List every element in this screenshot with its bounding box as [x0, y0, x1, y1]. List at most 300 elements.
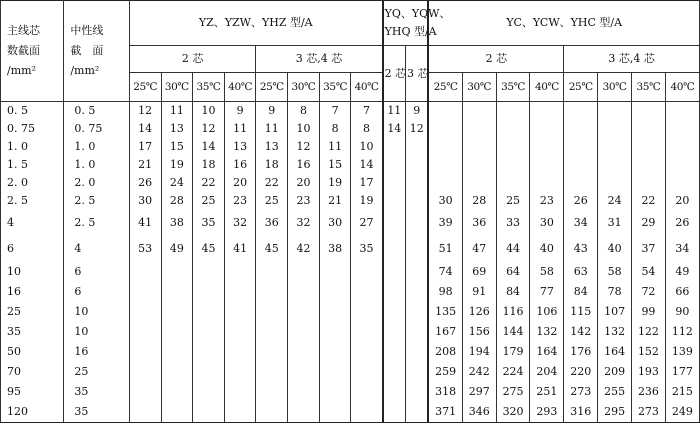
neutral-section-cell: 10 [64, 302, 130, 322]
yc-three-four-core-value [632, 156, 666, 174]
yc-two-core-value [428, 156, 462, 174]
yc-three-four-core-value: 58 [598, 262, 632, 282]
yz-three-four-core-value: 13 [256, 138, 288, 156]
yz-three-four-core-value: 15 [319, 156, 351, 174]
yc-three-four-core-value: 164 [598, 342, 632, 362]
yc-three-four-core-value: 26 [564, 192, 598, 210]
temperature-header: 25℃ [129, 73, 161, 102]
yz-two-core-value [161, 262, 193, 282]
yc-three-four-core-value: 215 [665, 382, 699, 402]
yq-three-core-value [406, 362, 429, 382]
yc-three-four-core-value [598, 156, 632, 174]
yz-three-four-core-value [351, 382, 383, 402]
yq-two-core-value [383, 210, 406, 236]
yq-two-core-value [383, 192, 406, 210]
yc-two-core-value [462, 138, 496, 156]
a-three-four-core-header: 3 芯,4 芯 [256, 46, 383, 73]
yc-three-four-core-value: 132 [598, 322, 632, 342]
yz-three-four-core-value: 8 [319, 120, 351, 138]
yz-three-four-core-value [319, 262, 351, 282]
yq-two-core-value: 11 [383, 102, 406, 121]
table-row [1, 120, 700, 138]
yz-two-core-value: 41 [224, 236, 256, 262]
yc-two-core-value [530, 174, 564, 192]
yz-three-four-core-value: 19 [319, 174, 351, 192]
yz-three-four-core-value: 36 [256, 210, 288, 236]
main-core-section-cell: 1. 0 [1, 138, 64, 156]
yq-three-core-value [406, 236, 429, 262]
yz-three-four-core-value [319, 402, 351, 423]
b-two-core-header: 2 芯 [383, 46, 406, 102]
yz-three-four-core-value: 18 [256, 156, 288, 174]
yc-two-core-value: 156 [462, 322, 496, 342]
yq-three-core-value [406, 262, 429, 282]
table-row [1, 302, 700, 322]
yc-three-four-core-value [564, 102, 598, 121]
yq-three-core-value [406, 282, 429, 302]
yz-two-core-value [161, 362, 193, 382]
yc-two-core-value: 30 [428, 192, 462, 210]
neutral-section-cell: 10 [64, 322, 130, 342]
yz-two-core-value: 17 [129, 138, 161, 156]
yc-two-core-value: 84 [496, 282, 530, 302]
yc-two-core-value: 204 [530, 362, 564, 382]
yz-three-four-core-value [351, 282, 383, 302]
yc-two-core-value: 224 [496, 362, 530, 382]
temperature-header: 40℃ [224, 73, 256, 102]
yz-three-four-core-value: 27 [351, 210, 383, 236]
neutral-section-cell: 2. 5 [64, 210, 130, 236]
yc-three-four-core-value: 122 [632, 322, 666, 342]
yz-three-four-core-value [351, 362, 383, 382]
yz-three-four-core-value [288, 402, 320, 423]
table-row [1, 174, 700, 192]
yc-three-four-core-value: 63 [564, 262, 598, 282]
table-row [1, 402, 700, 423]
yz-two-core-value [193, 302, 225, 322]
yz-two-core-value: 11 [224, 120, 256, 138]
yc-two-core-value: 91 [462, 282, 496, 302]
yz-two-core-value: 20 [224, 174, 256, 192]
yz-two-core-value [129, 262, 161, 282]
temperature-header: 30℃ [598, 73, 632, 102]
yc-three-four-core-value: 139 [665, 342, 699, 362]
yc-three-four-core-value: 34 [564, 210, 598, 236]
table-row [1, 282, 700, 302]
yc-two-core-value: 69 [462, 262, 496, 282]
group-yq-line: YHQ 型/A [384, 25, 437, 38]
yc-three-four-core-value: 295 [598, 402, 632, 423]
yz-three-four-core-value [256, 382, 288, 402]
yc-two-core-value: 126 [462, 302, 496, 322]
yc-three-four-core-value [665, 174, 699, 192]
yz-three-four-core-value: 42 [288, 236, 320, 262]
neutral-section-cell: 1. 0 [64, 156, 130, 174]
yz-two-core-value: 24 [161, 174, 193, 192]
yc-three-four-core-value: 29 [632, 210, 666, 236]
yc-two-core-value: 242 [462, 362, 496, 382]
group-yq-header [383, 1, 451, 46]
group-yz-header: YZ、YZW、YHZ 型/A [129, 1, 382, 46]
yz-two-core-value [224, 322, 256, 342]
yc-two-core-value: 293 [530, 402, 564, 423]
yc-three-four-core-value: 115 [564, 302, 598, 322]
main-core-section-cell: 35 [1, 322, 64, 342]
yz-three-four-core-value: 17 [351, 174, 383, 192]
yc-two-core-value: 194 [462, 342, 496, 362]
yc-three-four-core-value: 236 [632, 382, 666, 402]
neutral-section-cell: 0. 5 [64, 102, 130, 121]
neutral-section-cell: 25 [64, 362, 130, 382]
main-core-section-cell: 10 [1, 262, 64, 282]
neutral-section-cell: 6 [64, 262, 130, 282]
table-row [1, 342, 700, 362]
table-row [1, 262, 700, 282]
yz-two-core-value [224, 342, 256, 362]
yz-two-core-value: 41 [129, 210, 161, 236]
yz-two-core-value: 13 [224, 138, 256, 156]
yc-two-core-value: 297 [462, 382, 496, 402]
yc-three-four-core-value [665, 156, 699, 174]
yz-two-core-value [129, 362, 161, 382]
yc-two-core-value: 259 [428, 362, 462, 382]
yq-three-core-value [406, 402, 429, 423]
yc-two-core-value [428, 174, 462, 192]
yc-three-four-core-value: 176 [564, 342, 598, 362]
yq-two-core-value [383, 322, 406, 342]
yc-three-four-core-value [632, 120, 666, 138]
yc-two-core-value [496, 156, 530, 174]
yz-three-four-core-value [288, 282, 320, 302]
yc-two-core-value: 346 [462, 402, 496, 423]
yc-three-four-core-value: 37 [632, 236, 666, 262]
yz-two-core-value [161, 402, 193, 423]
yq-two-core-value [383, 138, 406, 156]
yz-two-core-value: 49 [161, 236, 193, 262]
yc-two-core-value [428, 102, 462, 121]
yz-three-four-core-value [351, 302, 383, 322]
yz-two-core-value: 22 [193, 174, 225, 192]
yq-three-core-value [406, 322, 429, 342]
yc-two-core-value: 33 [496, 210, 530, 236]
neutral-section-cell: 2. 0 [64, 174, 130, 192]
main-core-section-cell: 0. 5 [1, 102, 64, 121]
yc-three-four-core-value: 220 [564, 362, 598, 382]
yc-two-core-value [530, 138, 564, 156]
yz-three-four-core-value [319, 362, 351, 382]
neutral-section-cell: 16 [64, 342, 130, 362]
table-row [1, 102, 700, 121]
yz-three-four-core-value [319, 282, 351, 302]
yz-two-core-value: 15 [161, 138, 193, 156]
neutral-section-cell: 2. 5 [64, 192, 130, 210]
neutral-section-cell: 4 [64, 236, 130, 262]
yz-three-four-core-value: 38 [319, 236, 351, 262]
main-core-section-cell: 1. 5 [1, 156, 64, 174]
yq-three-core-value [406, 156, 429, 174]
yz-two-core-value: 19 [161, 156, 193, 174]
yz-two-core-value [193, 362, 225, 382]
yz-three-four-core-value: 35 [351, 236, 383, 262]
yc-two-core-value [496, 138, 530, 156]
yc-three-four-core-value: 40 [598, 236, 632, 262]
yc-two-core-value [428, 120, 462, 138]
yc-two-core-value: 132 [530, 322, 564, 342]
main-core-section-cell: 95 [1, 382, 64, 402]
yc-three-four-core-value: 31 [598, 210, 632, 236]
temperature-header: 40℃ [665, 73, 699, 102]
yc-three-four-core-value: 193 [632, 362, 666, 382]
yc-three-four-core-value [564, 174, 598, 192]
yz-two-core-value [193, 282, 225, 302]
yq-two-core-value [383, 236, 406, 262]
yz-three-four-core-value: 19 [351, 192, 383, 210]
yc-three-four-core-value: 24 [598, 192, 632, 210]
yc-two-core-value [462, 102, 496, 121]
yq-three-core-value: 9 [406, 102, 429, 121]
yq-two-core-value [383, 362, 406, 382]
yc-three-four-core-value [632, 174, 666, 192]
table-row [1, 362, 700, 382]
temperature-header: 30℃ [288, 73, 320, 102]
yc-two-core-value: 144 [496, 322, 530, 342]
yz-three-four-core-value: 11 [256, 120, 288, 138]
yc-three-four-core-value: 26 [665, 210, 699, 236]
yz-three-four-core-value: 7 [319, 102, 351, 121]
yc-two-core-value: 164 [530, 342, 564, 362]
yz-two-core-value [224, 282, 256, 302]
yz-three-four-core-value [319, 322, 351, 342]
yz-two-core-value: 16 [224, 156, 256, 174]
main-core-section-cell: 25 [1, 302, 64, 322]
yc-two-core-value [496, 174, 530, 192]
yz-three-four-core-value [351, 342, 383, 362]
temperature-header: 25℃ [428, 73, 462, 102]
yz-two-core-value: 14 [129, 120, 161, 138]
yz-three-four-core-value [256, 402, 288, 423]
yc-two-core-value [530, 102, 564, 121]
main-core-section-cell: 50 [1, 342, 64, 362]
yc-three-four-core-value: 273 [564, 382, 598, 402]
yz-two-core-value [224, 302, 256, 322]
yc-three-four-core-value [598, 174, 632, 192]
yc-three-four-core-value [598, 120, 632, 138]
yc-two-core-value: 275 [496, 382, 530, 402]
yz-three-four-core-value [256, 282, 288, 302]
yz-two-core-value [224, 402, 256, 423]
yz-two-core-value: 10 [193, 102, 225, 121]
yc-three-four-core-value: 90 [665, 302, 699, 322]
table-row [1, 210, 700, 236]
yz-two-core-value: 9 [224, 102, 256, 121]
neutral-section-cell: 6 [64, 282, 130, 302]
yc-two-core-value: 23 [530, 192, 564, 210]
yz-three-four-core-value: 14 [351, 156, 383, 174]
yc-three-four-core-value: 72 [632, 282, 666, 302]
yq-three-core-value [406, 174, 429, 192]
yc-three-four-core-value: 66 [665, 282, 699, 302]
yc-three-four-core-value: 177 [665, 362, 699, 382]
yc-three-four-core-value: 78 [598, 282, 632, 302]
yz-two-core-value [193, 262, 225, 282]
yq-two-core-value [383, 382, 406, 402]
yz-three-four-core-value [351, 402, 383, 423]
yq-three-core-value [406, 138, 429, 156]
yz-two-core-value: 38 [161, 210, 193, 236]
yc-three-four-core-value: 255 [598, 382, 632, 402]
yz-two-core-value: 53 [129, 236, 161, 262]
yz-three-four-core-value [288, 302, 320, 322]
yz-two-core-value: 21 [129, 156, 161, 174]
yz-three-four-core-value: 20 [288, 174, 320, 192]
yq-two-core-value [383, 282, 406, 302]
neutral-section-cell: 35 [64, 382, 130, 402]
yc-two-core-value: 28 [462, 192, 496, 210]
yc-two-core-value: 251 [530, 382, 564, 402]
yq-three-core-value: 12 [406, 120, 429, 138]
temperature-header: 25℃ [256, 73, 288, 102]
yz-two-core-value [193, 402, 225, 423]
yc-two-core-value: 44 [496, 236, 530, 262]
yq-two-core-value [383, 156, 406, 174]
yc-three-four-core-value: 209 [598, 362, 632, 382]
yq-three-core-value [406, 382, 429, 402]
yz-two-core-value [224, 362, 256, 382]
yz-three-four-core-value: 10 [288, 120, 320, 138]
yc-two-core-value: 25 [496, 192, 530, 210]
c-three-four-core-header: 3 芯,4 芯 [564, 46, 700, 73]
yz-two-core-value [224, 262, 256, 282]
neutral-section-header [64, 1, 130, 102]
yc-three-four-core-value: 107 [598, 302, 632, 322]
yz-three-four-core-value: 8 [351, 120, 383, 138]
main-core-header-line: /mm² [7, 64, 36, 77]
yc-two-core-value [496, 120, 530, 138]
yq-two-core-value [383, 262, 406, 282]
main-core-section-cell: 70 [1, 362, 64, 382]
yc-two-core-value: 167 [428, 322, 462, 342]
main-core-section-cell: 4 [1, 210, 64, 236]
main-core-header-line: 数截面 [7, 44, 40, 57]
yz-two-core-value [224, 382, 256, 402]
yq-two-core-value [383, 302, 406, 322]
yz-three-four-core-value [256, 342, 288, 362]
yz-three-four-core-value [288, 382, 320, 402]
yz-three-four-core-value: 21 [319, 192, 351, 210]
yq-three-core-value [406, 302, 429, 322]
yc-two-core-value [530, 156, 564, 174]
yz-two-core-value: 32 [224, 210, 256, 236]
yz-three-four-core-value [288, 322, 320, 342]
yz-two-core-value: 28 [161, 192, 193, 210]
yc-two-core-value: 135 [428, 302, 462, 322]
yc-three-four-core-value [598, 102, 632, 121]
yz-two-core-value: 25 [193, 192, 225, 210]
temperature-header: 30℃ [161, 73, 193, 102]
yz-two-core-value [193, 342, 225, 362]
yq-three-core-value [406, 210, 429, 236]
group-yc-header: YC、YCW、YHC 型/A [428, 1, 699, 46]
yz-three-four-core-value [256, 302, 288, 322]
yz-three-four-core-value [288, 362, 320, 382]
yz-three-four-core-value [256, 322, 288, 342]
temperature-header: 35℃ [496, 73, 530, 102]
yc-two-core-value: 47 [462, 236, 496, 262]
main-core-header-line: 主线芯 [7, 24, 40, 37]
yz-three-four-core-value: 22 [256, 174, 288, 192]
table-row [1, 382, 700, 402]
yc-three-four-core-value [632, 102, 666, 121]
yc-two-core-value: 320 [496, 402, 530, 423]
neutral-header-line: 中性线 [70, 24, 104, 37]
yc-two-core-value: 116 [496, 302, 530, 322]
temperature-header: 35℃ [319, 73, 351, 102]
yz-two-core-value: 23 [224, 192, 256, 210]
yz-two-core-value [161, 282, 193, 302]
yq-two-core-value [383, 174, 406, 192]
yz-three-four-core-value: 9 [256, 102, 288, 121]
neutral-header-line: 截 面 [70, 44, 104, 57]
neutral-section-cell: 0. 75 [64, 120, 130, 138]
yq-two-core-value [383, 402, 406, 423]
yc-three-four-core-value [665, 138, 699, 156]
main-core-section-cell: 2. 5 [1, 192, 64, 210]
yz-two-core-value [161, 302, 193, 322]
yc-three-four-core-value: 84 [564, 282, 598, 302]
yc-two-core-value [462, 156, 496, 174]
yz-three-four-core-value: 8 [288, 102, 320, 121]
main-core-section-cell: 0. 75 [1, 120, 64, 138]
yz-two-core-value: 35 [193, 210, 225, 236]
yz-three-four-core-value: 12 [288, 138, 320, 156]
yz-two-core-value [129, 382, 161, 402]
yc-three-four-core-value: 112 [665, 322, 699, 342]
temperature-header: 40℃ [530, 73, 564, 102]
table-row [1, 156, 700, 174]
b-three-core-header: 3 芯 [406, 46, 429, 102]
main-core-section-cell: 16 [1, 282, 64, 302]
yz-three-four-core-value [319, 302, 351, 322]
yz-two-core-value: 18 [193, 156, 225, 174]
main-core-section-cell: 2. 0 [1, 174, 64, 192]
temperature-header: 30℃ [462, 73, 496, 102]
yz-three-four-core-value [319, 382, 351, 402]
yz-two-core-value [161, 382, 193, 402]
yz-three-four-core-value [351, 322, 383, 342]
yc-two-core-value: 58 [530, 262, 564, 282]
yz-two-core-value: 45 [193, 236, 225, 262]
yz-two-core-value [161, 342, 193, 362]
yc-two-core-value: 77 [530, 282, 564, 302]
yz-two-core-value [193, 382, 225, 402]
yz-two-core-value [129, 302, 161, 322]
table-row [1, 322, 700, 342]
temperature-header: 35℃ [193, 73, 225, 102]
yq-three-core-value [406, 342, 429, 362]
yc-two-core-value [462, 174, 496, 192]
yz-three-four-core-value: 30 [319, 210, 351, 236]
yc-three-four-core-value: 34 [665, 236, 699, 262]
yz-three-four-core-value [319, 342, 351, 362]
yz-three-four-core-value: 23 [288, 192, 320, 210]
yc-three-four-core-value [564, 138, 598, 156]
neutral-header-line: /mm² [70, 64, 100, 77]
yz-three-four-core-value: 45 [256, 236, 288, 262]
main-core-section-cell: 6 [1, 236, 64, 262]
yq-two-core-value: 14 [383, 120, 406, 138]
yc-three-four-core-value [665, 102, 699, 121]
temperature-header: 35℃ [632, 73, 666, 102]
